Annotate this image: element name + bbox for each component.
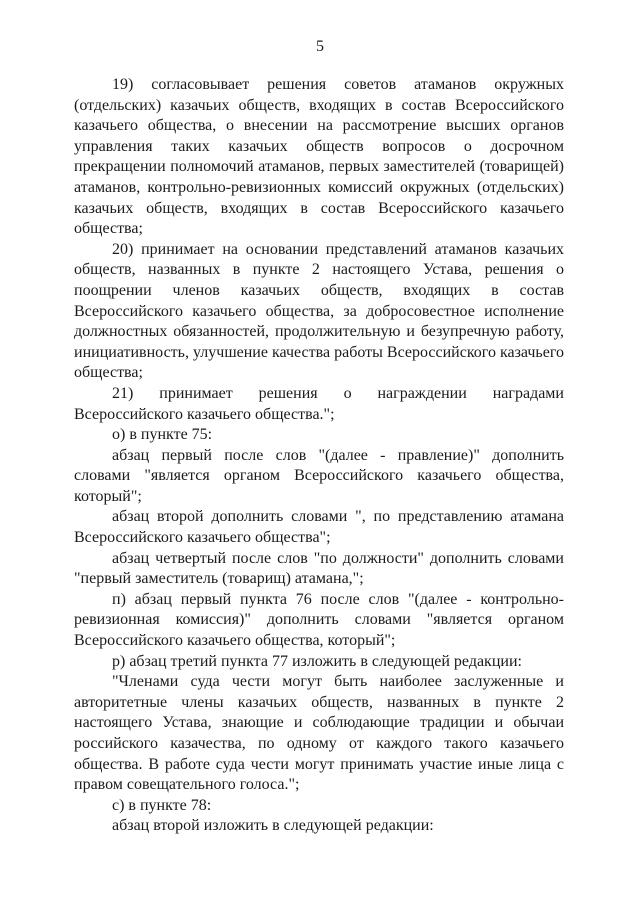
page-number: 5 xyxy=(316,38,324,55)
paragraph-p: п) абзац первый пункта 76 после слов "(далее - контрольно-ревизионная комиссия)" дополнить словами "является органом Всероссийского казачьего общества, который"; xyxy=(74,590,564,650)
paragraph-s-second: абзац второй изложить в следующей редакции: xyxy=(112,817,434,835)
paragraph-s-heading: с) в пункте 78: xyxy=(112,796,212,814)
paragraph-item-19: 19) согласовывает решения советов атаманов окружных (отдельских) казачьих обществ, входящих в состав Всероссийского казачьего общества, о внесении на рассмотрение высших органов управления таких казачьих обществ вопросов о досрочном прекращении полномочий атаманов, первых заместителей (товарищей) атаманов, контрольно-ревизионных комиссий окружных (отдельских) казачьих обществ, входящих в состав Всероссийского казачьего общества; xyxy=(74,76,564,238)
paragraph-r-quote: "Членами суда чести могут быть наиболее заслуженные и авторитетные члены казачьих обществ, названных в пункте 2 настоящего Устава, знающие и соблюдающие традиции и обычаи российского казачества, по одному от каждого такого казачьего общества. В работе суда чести могут принимать участие иные лица с правом совещательного голоса."; xyxy=(74,673,564,794)
paragraph-o-heading: о) в пункте 75: xyxy=(112,426,213,444)
paragraph-o-first: абзац первый после слов "(далее - правление)" дополнить словами "является органом Всероссийского казачьего общества, который"; xyxy=(74,446,564,505)
paragraph-item-21: 21) принимает решения о награждении наградами Всероссийского казачьего общества."; xyxy=(74,384,564,423)
paragraph-o-fourth: абзац четвертый после слов "по должности" дополнить словами "первый заместитель (товарищ) атамана,"; xyxy=(74,549,564,588)
paragraph-item-20: 20) принимает на основании представлений атаманов казачьих обществ, названных в пункте 2 настоящего Устава, решения о поощрении членов казачьих обществ, входящих в состав Всероссийского казачьего общества, за добросовестное исполнение должностных обязанностей, продолжительную и безупречную работу, инициативность, улучшение качества работы Всероссийского казачьего общества; xyxy=(74,240,564,382)
document-body xyxy=(74,75,564,837)
paragraph-r-heading: р) абзац третий пункта 77 изложить в следующей редакции: xyxy=(112,652,522,670)
paragraph-o-second: абзац второй дополнить словами ", по представлению атамана Всероссийского казачьего общества"; xyxy=(74,508,564,547)
